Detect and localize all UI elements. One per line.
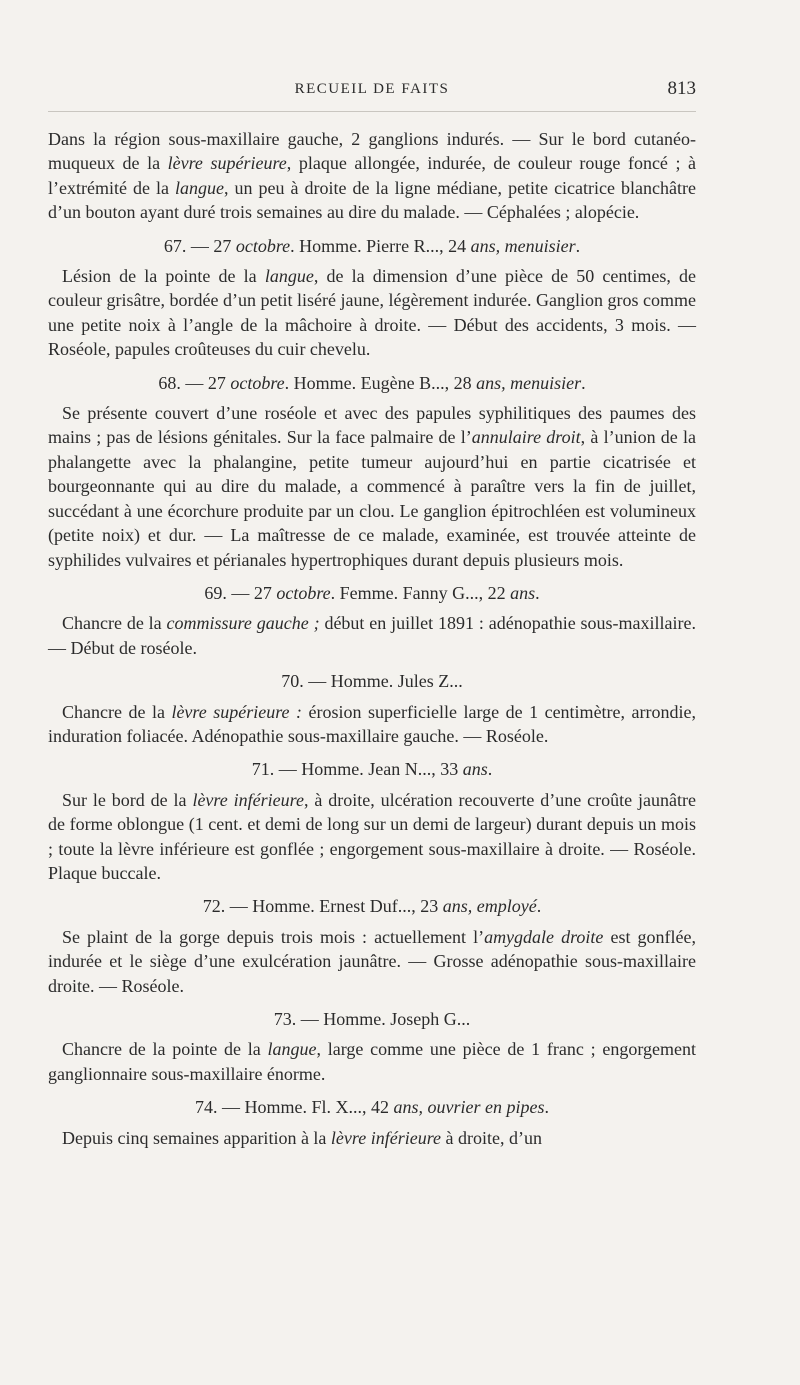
case-reports-text: [48, 127, 696, 1150]
case-paragraph: [48, 611, 696, 660]
text-run: 71. — Homme. Jean N..., 33: [251, 759, 463, 780]
running-title: RECUEIL DE FAITS: [294, 81, 450, 97]
text-run: 67. — 27: [163, 235, 236, 256]
italic-text: ans, menuisier: [470, 235, 576, 256]
text-run: Se présente couvert d’une roséole et avec des papules syphilitiques des paumes des mains ; pas de lésions génitales. Sur la face palmaire de l’: [48, 403, 696, 448]
text-run: . Homme. Eugène B..., 28: [284, 372, 477, 393]
text-run: 72. — Homme. Ernest Duf..., 23: [202, 896, 443, 917]
case-paragraph: [48, 401, 696, 572]
text-run: , large comme une pièce de 1 franc ; engorgement ganglionnaire sous-maxillaire énorme.: [48, 1039, 697, 1084]
text-run: 69. — 27: [204, 582, 277, 603]
header-rule: [48, 111, 696, 112]
italic-text: octobre: [276, 582, 331, 603]
case-paragraph: [48, 700, 696, 749]
text-run: , plaque allongée, indurée, de couleur rouge foncé ; à l’extrémité de la: [48, 153, 696, 198]
italic-text: ans, menuisier: [476, 372, 582, 393]
page-number: 813: [667, 78, 696, 99]
case-heading: [48, 371, 696, 395]
text-run: .: [487, 759, 493, 780]
case-heading: [48, 757, 696, 781]
italic-text: octobre: [230, 372, 285, 393]
italic-text: ans, employé: [442, 896, 537, 917]
italic-text: ans: [462, 759, 488, 780]
italic-text: lèvre supérieure :: [171, 701, 303, 722]
text-run: Depuis cinq semaines apparition à la: [62, 1127, 331, 1148]
text-run: , de la dimension d’une pièce de 50 centimes, de couleur grisâtre, bordée d’un petit liséré jaune, légèrement indurée. Ganglion gros comme une petite noix à l’angle de la mâchoire à droite. — Début des accidents, 3 mois. — Roséole, papules croûteuses du cuir chevelu.: [48, 266, 696, 360]
italic-text: ans, ouvrier en pipes: [393, 1097, 545, 1118]
case-heading: [48, 669, 696, 693]
text-run: Sur le bord de la: [62, 789, 193, 810]
case-paragraph: [48, 264, 696, 362]
text-run: .: [536, 896, 542, 917]
text-run: .: [544, 1097, 549, 1118]
text-run: , à droite, ulcération recouverte d’une croûte jaunâtre de forme oblongue (1 cent. et demi de long sur un demi de largeur) durant depuis un mois ; toute la lèvre inférieure est gonflée ; engorgement sous-maxillaire à droite. — Roséole. Plaque buccale.: [48, 789, 697, 883]
text-run: Chancre de la: [62, 701, 172, 722]
page-header: [48, 78, 696, 104]
italic-text: commissure gauche ;: [166, 613, 320, 634]
italic-text: langue: [264, 266, 314, 287]
italic-text: langue: [267, 1039, 317, 1060]
text-run: . Homme. Pierre R..., 24: [290, 235, 471, 256]
text-run: érosion superficielle large de 1 centimètre, arrondie, induration foliacée. Adénopathie sous-maxillaire gauche. — Roséole.: [48, 701, 696, 746]
text-run: 70. — Homme. Jules Z...: [281, 671, 463, 692]
case-paragraph: [48, 1037, 696, 1086]
italic-text: amygdale droite: [484, 926, 604, 947]
italic-text: octobre: [235, 235, 291, 256]
text-run: Chancre de la: [62, 613, 167, 634]
italic-text: lèvre inférieure: [330, 1127, 442, 1148]
text-run: début en juillet 1891 : adénopathie sous-maxillaire. — Début de roséole.: [48, 613, 697, 658]
text-run: Dans la région sous-maxillaire gauche, 2 ganglions indurés. — Sur le bord cutanéo-muqueux de la: [48, 129, 696, 174]
text-run: , un peu à droite de la ligne médiane, petite cicatrice blanchâtre d’un bouton ayant duré trois semaines au dire du malade. — Céphalées ; alopécie.: [48, 177, 696, 223]
text-run: . Femme. Fanny G..., 22: [330, 582, 511, 603]
text-run: 74. — Homme. Fl. X..., 42: [195, 1097, 394, 1118]
case-paragraph: [48, 1126, 696, 1150]
case-heading: [48, 1007, 696, 1031]
text-run: Se plaint de la gorge depuis trois mois : actuellement l’: [62, 926, 485, 947]
text-run: 73. — Homme. Joseph G...: [273, 1009, 471, 1029]
text-run: à droite, d’un: [441, 1127, 543, 1148]
text-run: Lésion de la pointe de la: [62, 266, 265, 287]
text-run: 68. — 27: [158, 372, 231, 393]
italic-text: langue: [175, 177, 224, 198]
text-run: .: [575, 235, 581, 256]
text-run: .: [581, 372, 586, 393]
case-heading: [48, 234, 696, 258]
italic-text: lèvre supérieure: [167, 153, 287, 174]
case-paragraph: [48, 127, 696, 225]
case-heading: [48, 581, 696, 605]
case-paragraph: [48, 788, 696, 886]
case-heading: [48, 1095, 696, 1119]
text-run: .: [535, 582, 540, 603]
italic-text: ans: [510, 582, 536, 603]
case-paragraph: [48, 925, 696, 998]
italic-text: lèvre inférieure: [192, 789, 304, 810]
text-run: , à l’union de la phalangette avec la phalangine, petite tumeur aujourd’hui en partie cicatrisée et bourgeonnante qui au dire du malade, a commencé à paraître vers la fin de juillet, succédant à une écorchure produite par un clou. Le ganglion épitrochléen est volumineux (petite noix) et dur. — La maîtresse de ce malade, examinée, est trouvée atteinte de syphilides vulvaires et périanales hypertrophiques durant depuis plusieurs mois.: [48, 427, 696, 570]
italic-text: annulaire droit: [471, 427, 581, 448]
text-run: Chancre de la pointe de la: [62, 1039, 268, 1060]
case-heading: [48, 894, 696, 918]
text-run: est gonflée, indurée et le siège d’une exulcération jaunâtre. — Grosse adénopathie sous-maxillaire droite. — Roséole.: [48, 926, 696, 996]
